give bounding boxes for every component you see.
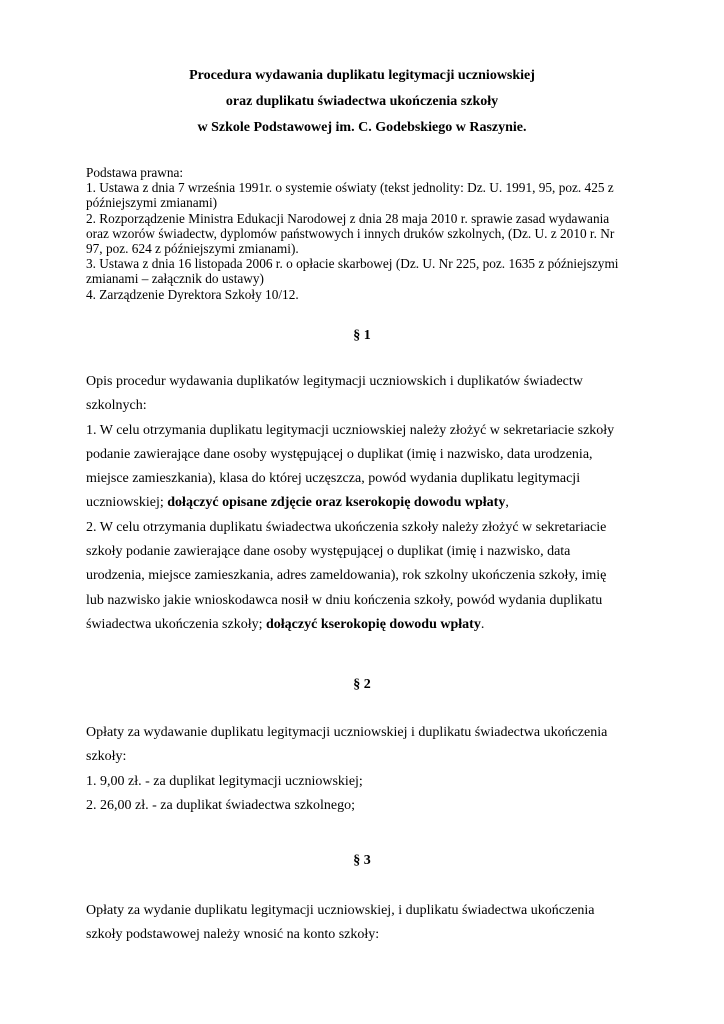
- section-3-line: szkoły podstawowej należy wnosić na konto szkoły:: [86, 927, 380, 943]
- legal-basis-line: oraz wzorów świadectw, dyplomów państwowych i innych druków szkolnych, (Dz. U. z 2010 r. Nr: [86, 225, 615, 241]
- section-2-line: 1. 9,00 zł. - za duplikat legitymacji uczniowskiej;: [86, 773, 363, 789]
- legal-basis-line: 4. Zarządzenie Dyrektora Szkoły 10/12.: [86, 286, 299, 302]
- document-title-line-1: Procedura wydawania duplikatu legitymacji uczniowskiej: [189, 68, 535, 83]
- legal-basis-line: 3. Ustawa z dnia 16 listopada 2006 r. o opłacie skarbowej (Dz. U. Nr 225, poz. 1635 z późniejszymi: [86, 256, 619, 272]
- section-1-line: [86, 613, 656, 637]
- document-title-line-2: oraz duplikatu świadectwa ukończenia szkoły: [225, 94, 499, 109]
- legal-basis-line: 97, poz. 624 z późniejszymi zmianami).: [86, 241, 299, 257]
- legal-basis-line: zmianami – załącznik do ustawy): [86, 271, 264, 287]
- section-1-line: Opis procedur wydawania duplikatów legitymacji uczniowskich i duplikatów świadectw: [86, 374, 583, 389]
- section-1-heading: § 1: [353, 328, 371, 343]
- section-3-heading: § 3: [353, 853, 371, 868]
- section-1-body: [86, 370, 656, 637]
- section-1-line: szkolnych:: [86, 398, 147, 414]
- section-1-line: miejsce zamieszkania), klasa do której uczęszcza, powód wydania duplikatu legitymacji: [86, 471, 581, 487]
- legal-basis-line: 1. Ustawa z dnia 7 września 1991r. o systemie oświaty (tekst jednolity: Dz. U. 1991, 95, poz. 425 z: [86, 180, 614, 196]
- legal-basis-line: późniejszymi zmianami): [86, 195, 218, 211]
- section-1-bold-requirement: dołączyć kserokopię dowodu wpłaty: [266, 616, 481, 632]
- section-1-bold-requirement: dołączyć opisane zdjęcie oraz kserokopię dowodu wpłaty: [167, 495, 506, 511]
- legal-basis: [86, 165, 646, 302]
- section-1-line: 2. W celu otrzymania duplikatu świadectwa ukończenia szkoły należy złożyć w sekretariacie: [86, 519, 607, 535]
- document-title-line-3: w Szkole Podstawowej im. C. Godebskiego w Raszynie.: [197, 120, 527, 135]
- section-1-line: [86, 491, 656, 515]
- legal-basis-heading: Podstawa prawna:: [86, 165, 184, 180]
- section-3-body: [86, 899, 656, 948]
- legal-basis-line: 2. Rozporządzenie Ministra Edukacji Narodowej z dnia 28 maja 2010 r. sprawie zasad wydawania: [86, 210, 610, 226]
- section-1-text: .: [480, 616, 485, 632]
- section-2-body: [86, 721, 656, 818]
- section-3-line: Opłaty za wydanie duplikatu legitymacji uczniowskiej, i duplikatu świadectwa ukończenia: [86, 903, 595, 918]
- section-1-line: urodzenia, miejsce zamieszkania, adres zameldowania), rok szkolny ukończenia szkoły, imię: [86, 568, 607, 584]
- section-1-line: lub nazwisko jakie wnioskodawca nosił w dniu kończenia szkoły, powód wydania duplikatu: [86, 592, 603, 608]
- section-1-text: świadectwa ukończenia szkoły;: [86, 616, 266, 632]
- section-1-line: szkoły podanie zawierające dane osoby występującej o duplikat (imię i nazwisko, data: [86, 544, 571, 560]
- section-1-line: podanie zawierające dane osoby występującej o duplikat (imię i nazwisko, data urodzenia,: [86, 446, 593, 462]
- section-1-text: ,: [505, 495, 509, 511]
- section-2-heading: § 2: [353, 677, 371, 692]
- section-1-text: uczniowskiej;: [86, 495, 168, 511]
- section-1-line: 1. W celu otrzymania duplikatu legitymacji uczniowskiej należy złożyć w sekretariacie szkoły: [86, 422, 615, 438]
- section-2-line: Opłaty za wydawanie duplikatu legitymacji uczniowskiej i duplikatu świadectwa ukończenia: [86, 725, 608, 740]
- section-2-line: 2. 26,00 zł. - za duplikat świadectwa szkolnego;: [86, 797, 356, 813]
- section-2-line: szkoły:: [86, 749, 127, 765]
